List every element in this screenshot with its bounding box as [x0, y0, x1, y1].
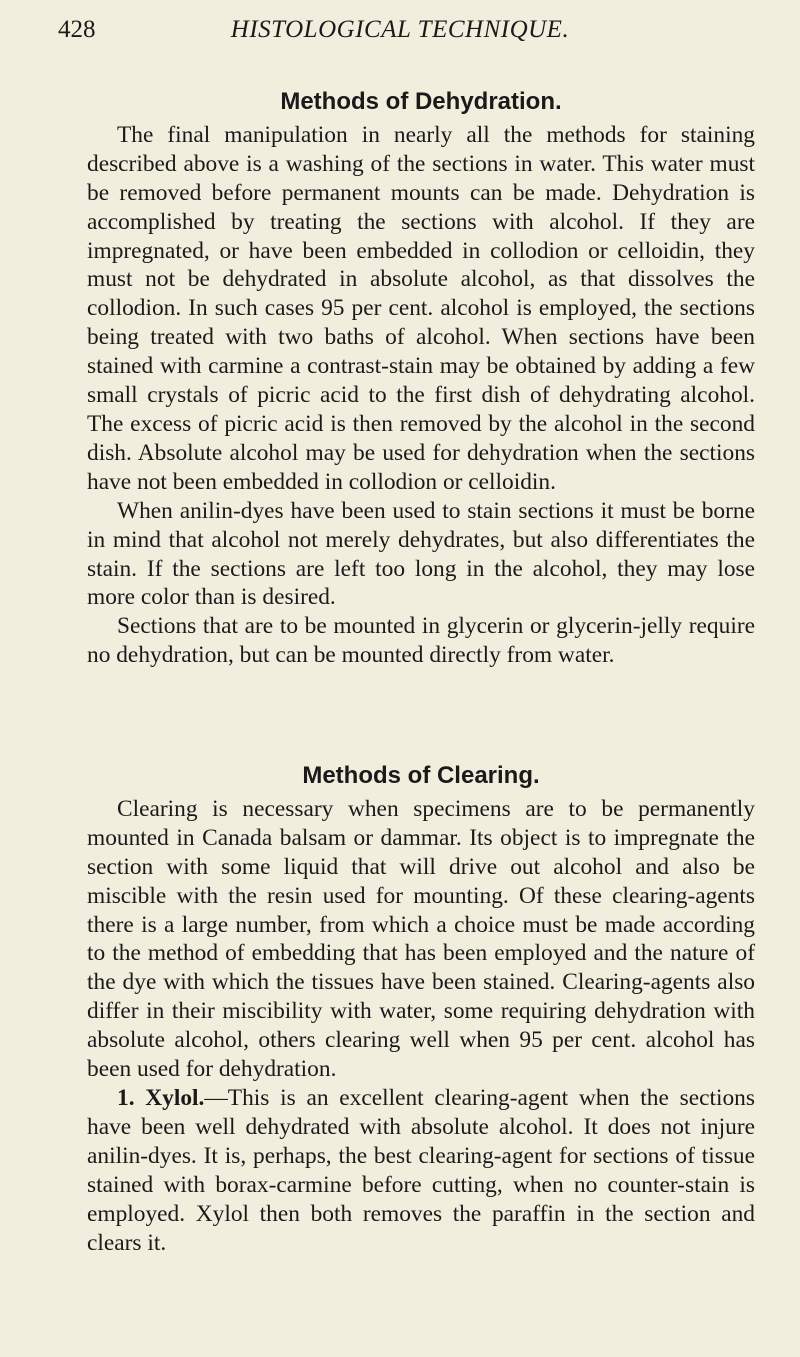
running-title: HISTOLOGICAL TECHNIQUE.	[230, 16, 570, 43]
section-dehydration	[87, 88, 755, 670]
section-heading: Methods of Clearing.	[302, 762, 540, 789]
paragraph: Sections that are to be mounted in glycerin or glycerin-jelly require no dehydration, but can be mounted directly from water.	[87, 613, 755, 669]
page-number: 428	[58, 16, 96, 43]
section-clearing	[87, 762, 755, 1257]
running-head	[0, 16, 800, 56]
list-item	[87, 1084, 755, 1257]
item-text: —This is an excellent clearing-agent when the sections have been well dehydrated with absolute alcohol. It does not injure anilin-dyes. It is, perhaps, the best clearing-agent for sections of tissue stained with borax-carmine before cutting, when no counter-stain is employed. Xylol then both removes the paraffin in the section and clears it.	[87, 1084, 755, 1256]
section-heading: Methods of Dehydration.	[280, 88, 562, 115]
paragraph: Clearing is necessary when specimens are to be permanently mounted in Canada balsam or dammar. Its object is to impregnate the section with some liquid that will drive out alcohol and also be miscible with the resin used for mounting. Of these clearing-agents there is a large number, from which a choice must be made according to the method of embedding that has been employed and the nature of the dye with which the tissues have been stained. Clearing-agents also differ in their miscibility with water, some requiring dehydration with absolute alcohol, others clearing well when 95 per cent. alcohol has been used for dehydration.	[87, 795, 755, 1083]
paragraph: When anilin-dyes have been used to stain sections it must be borne in mind that alcohol not merely dehydrates, but also differentiates the stain. If the sections are left too long in the alcohol, they may lose more color than is desired.	[87, 497, 755, 611]
paragraph: The final manipulation in nearly all the methods for staining described above is a washing of the sections in water. This water must be removed before permanent mounts can be made. Dehydration is accomplished by treating the sections with alcohol. If they are impregnated, or have been embedded in collodion or celloidin, they must not be dehydrated in absolute alcohol, as that dissolves the collodion. In such cases 95 per cent. alcohol is employed, the sections being treated with two baths of alcohol. When sections have been stained with carmine a contrast-stain may be obtained by adding a few small crystals of picric acid to the first dish of dehydrating alcohol. The excess of picric acid is then removed by the alcohol in the second dish. Absolute alcohol may be used for dehydration when the sections have not been embedded in collodion or celloidin.	[87, 121, 755, 495]
item-label: 1. Xylol.	[117, 1084, 205, 1111]
